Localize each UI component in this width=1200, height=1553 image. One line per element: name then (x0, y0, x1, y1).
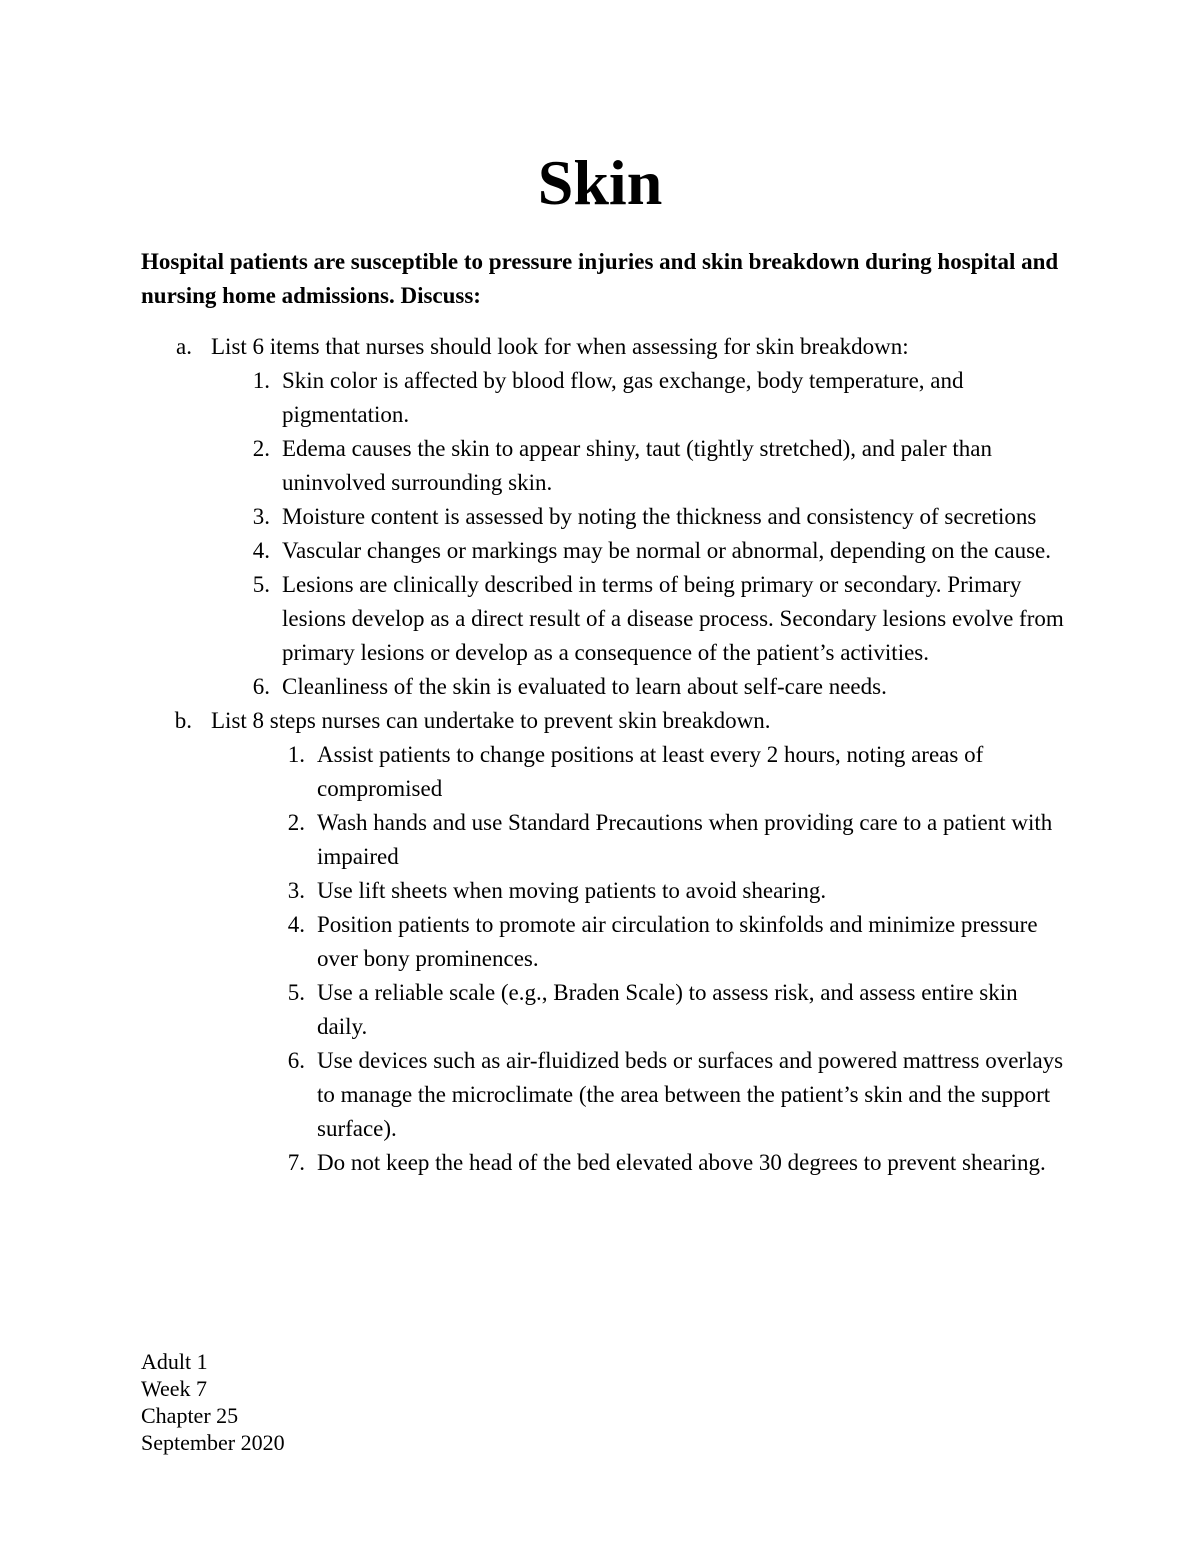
list-item-text: Wash hands and use Standard Precautions when providing care to a patient with impaired (317, 810, 1053, 869)
list-item (0, 670, 1200, 704)
list-item (0, 976, 1200, 1044)
list-item-text: Moisture content is assessed by noting the thickness and consistency of secretions (282, 504, 1037, 529)
list-item (0, 874, 1200, 908)
footer-chapter: Chapter 25 (141, 1403, 239, 1428)
list-item-text: Cleanliness of the skin is evaluated to learn about self-care needs. (282, 674, 887, 699)
list-item-text: Lesions are clinically described in terms of being primary or secondary. Primary lesions develop as a direct result of a disease process. Secondary lesions evolve from primary lesions or develop as a consequence of the patient’s activities. (282, 572, 1064, 665)
list-item-number: 4. (287, 912, 305, 937)
list-item-text: Do not keep the head of the bed elevated above 30 degrees to prevent shearing. (317, 1150, 1046, 1175)
list-item (0, 568, 1200, 670)
footer-date: September 2020 (141, 1430, 285, 1455)
list-item-text: Vascular changes or markings may be normal or abnormal, depending on the cause. (282, 538, 1051, 563)
list-item-number: 3. (252, 504, 270, 529)
list-item-number: 6. (252, 674, 270, 699)
list-item-text: Position patients to promote air circulation to skinfolds and minimize pressure over bony prominences. (317, 912, 1038, 971)
list-item (0, 534, 1200, 568)
list-item-number: 5. (252, 572, 270, 597)
list-item (0, 432, 1200, 500)
question-a (0, 330, 1200, 364)
question-text: List 8 steps nurses can undertake to prevent skin breakdown. (211, 708, 771, 733)
page-footer (141, 1348, 285, 1456)
discussion-prompt: Hospital patients are susceptible to pressure injuries and skin breakdown during hospital and nursing home admissions. Discuss: (141, 249, 1059, 308)
question-b (0, 704, 1200, 738)
list-item-number: 4. (252, 538, 270, 563)
list-item-text: Assist patients to change positions at least every 2 hours, noting areas of compromised (317, 742, 984, 801)
question-marker: a. (176, 334, 192, 359)
list-item (0, 500, 1200, 534)
list-item (0, 908, 1200, 976)
question-marker: b. (174, 708, 192, 733)
list-item-text: Use a reliable scale (e.g., Braden Scale) to assess risk, and assess entire skin daily. (317, 980, 1018, 1039)
list-item-text: Use devices such as air-fluidized beds or surfaces and powered mattress overlays to manage the microclimate (the area between the patient’s skin and the support surface). (317, 1048, 1064, 1141)
question-list (0, 330, 1200, 1180)
list-item-number: 3. (287, 878, 305, 903)
assessment-items-list (0, 364, 1200, 704)
page-title: Skin (537, 147, 663, 218)
list-item (0, 1146, 1200, 1180)
list-item-number: 2. (252, 436, 270, 461)
list-item (0, 738, 1200, 806)
list-item-text: Use lift sheets when moving patients to avoid shearing. (317, 878, 827, 903)
list-item-number: 2. (287, 810, 305, 835)
list-item-number: 1. (252, 368, 270, 393)
footer-course: Adult 1 (141, 1349, 208, 1374)
footer-week: Week 7 (141, 1376, 208, 1401)
question-text: List 6 items that nurses should look for when assessing for skin breakdown: (211, 334, 909, 359)
list-item-number: 5. (287, 980, 305, 1005)
prevention-steps-list (0, 738, 1200, 1180)
list-item-number: 7. (287, 1150, 305, 1175)
list-item (0, 806, 1200, 874)
list-item-text: Edema causes the skin to appear shiny, taut (tightly stretched), and paler than uninvolved surrounding skin. (282, 436, 993, 495)
list-item (0, 1044, 1200, 1146)
list-item-number: 6. (287, 1048, 305, 1073)
list-item-number: 1. (287, 742, 305, 767)
list-item (0, 364, 1200, 432)
list-item-text: Skin color is affected by blood flow, gas exchange, body temperature, and pigmentation. (282, 368, 964, 427)
